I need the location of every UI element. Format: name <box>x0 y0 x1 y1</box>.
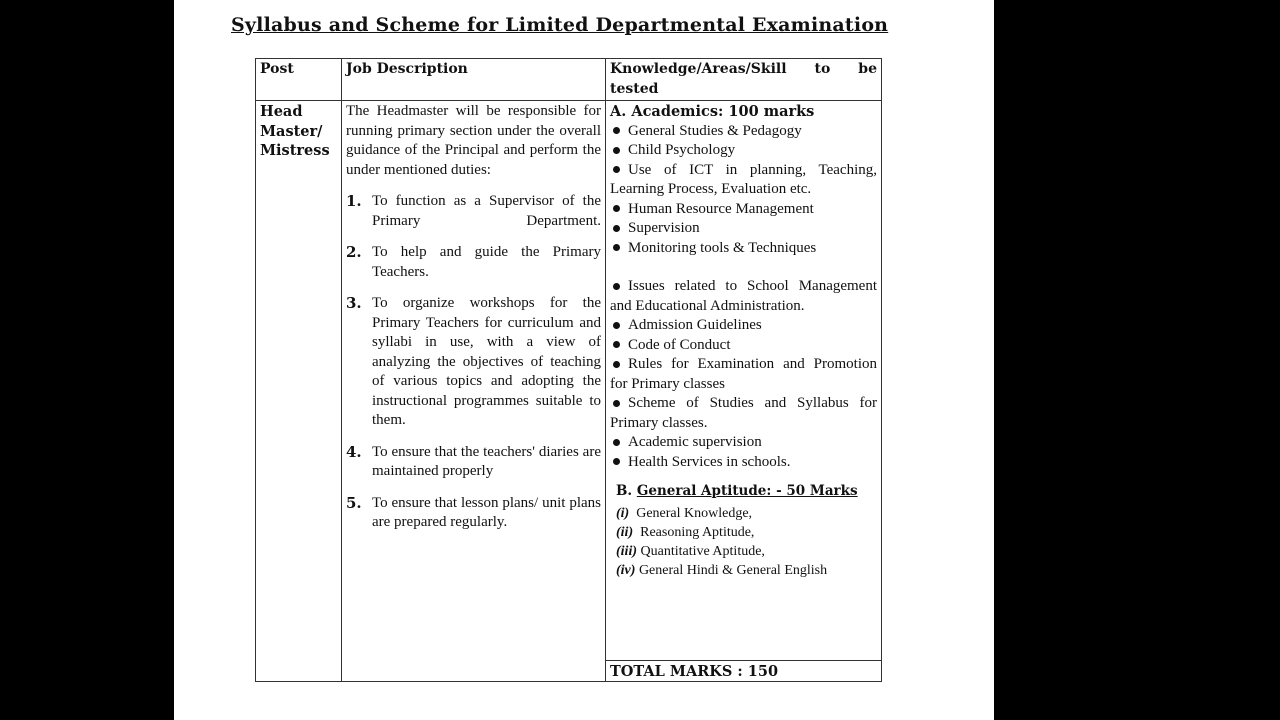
knowledge-item: Code of Conduct <box>610 336 877 356</box>
knowledge-item: Human Resource Management <box>610 200 877 220</box>
duty-item <box>346 243 601 282</box>
aptitude-item: (iv) General Hindi & General English <box>616 562 828 578</box>
table-header-row <box>256 59 882 101</box>
duty-item <box>346 294 601 431</box>
aptitude-item: (ii) Reasoning Aptitude, <box>616 524 755 540</box>
aptitude-item: (i) General Knowledge, <box>616 505 753 521</box>
document-title: Syllabus and Scheme for Limited Departmental Examination <box>231 14 889 36</box>
header-post: Post <box>256 59 342 101</box>
knowledge-item: Rules for Examination and Promotion for Primary classes <box>610 356 877 392</box>
duty-number: 4. <box>346 442 362 461</box>
knowledge-item: Health Services in schools. <box>610 453 877 473</box>
knowledge-cell <box>606 101 882 682</box>
knowledge-item: Academic supervision <box>610 433 877 453</box>
total-divider <box>605 660 882 661</box>
section-b-heading: B. General Aptitude: - 50 Marks <box>616 483 858 499</box>
bullet-icon <box>613 341 620 348</box>
bullet-icon <box>613 400 620 407</box>
duty-item <box>346 192 601 231</box>
knowledge-item: Scheme of Studies and Syllabus for Primary classes. <box>610 395 877 431</box>
post-line: Head <box>260 103 303 120</box>
bullet-icon <box>613 322 620 329</box>
knowledge-item: Monitoring tools & Techniques <box>610 239 877 259</box>
job-intro: The Headmaster will be responsible for running primary section under the overall guidance of the Principal and perform the under mentioned duties: <box>346 103 601 178</box>
post-line: Master/ <box>260 122 323 140</box>
duty-text: To help and guide the Primary Teachers. <box>372 244 601 280</box>
bullet-icon <box>613 205 620 212</box>
duty-number: 5. <box>346 493 362 512</box>
bullet-icon <box>613 361 620 368</box>
header-job-description: Job Description <box>342 59 606 101</box>
bullet-icon <box>613 147 620 154</box>
knowledge-item: Child Psychology <box>610 141 877 161</box>
knowledge-item: Supervision <box>610 219 877 239</box>
bullet-icon <box>613 283 620 290</box>
bullet-icon <box>613 458 620 465</box>
knowledge-item: Issues related to School Management and Educational Administration. <box>610 278 877 314</box>
duty-text: To function as a Supervisor of the Primary Department. <box>372 193 601 229</box>
knowledge-item: Admission Guidelines <box>610 316 877 336</box>
syllabus-table <box>255 58 882 682</box>
table-row <box>256 101 882 682</box>
bullet-icon <box>613 244 620 251</box>
duty-text: To ensure that the teachers' diaries are maintained properly <box>372 443 601 479</box>
job-description-cell <box>342 101 606 682</box>
knowledge-item: General Studies & Pedagogy <box>610 122 877 142</box>
bullet-icon <box>613 225 620 232</box>
bullet-icon <box>613 439 620 446</box>
header-knowledge: Knowledge/Areas/Skill to be tested <box>606 59 882 101</box>
bullet-icon <box>613 166 620 173</box>
post-cell <box>256 101 342 682</box>
duty-item <box>346 443 601 482</box>
duty-number: 1. <box>346 192 362 210</box>
duty-text: To organize workshops for the Primary Teachers for curriculum and syllabi in use, with a view of analyzing the objectives of teaching of various topics and adopting the instructional programmes suitable to them. <box>372 295 601 428</box>
aptitude-item: (iii) Quantitative Aptitude, <box>616 543 765 559</box>
total-marks: TOTAL MARKS : 150 <box>610 663 779 680</box>
knowledge-item: Use of ICT in planning, Teaching, Learning Process, Evaluation etc. <box>610 161 877 197</box>
section-a-heading: A. Academics: 100 marks <box>610 103 815 120</box>
document-page <box>174 0 994 720</box>
duty-number: 3. <box>346 294 362 312</box>
duty-number: 2. <box>346 243 362 261</box>
duty-text: To ensure that lesson plans/ unit plans are prepared regularly. <box>372 494 601 530</box>
duty-item <box>346 494 601 533</box>
bullet-icon <box>613 127 620 134</box>
post-line: Mistress <box>260 142 330 159</box>
